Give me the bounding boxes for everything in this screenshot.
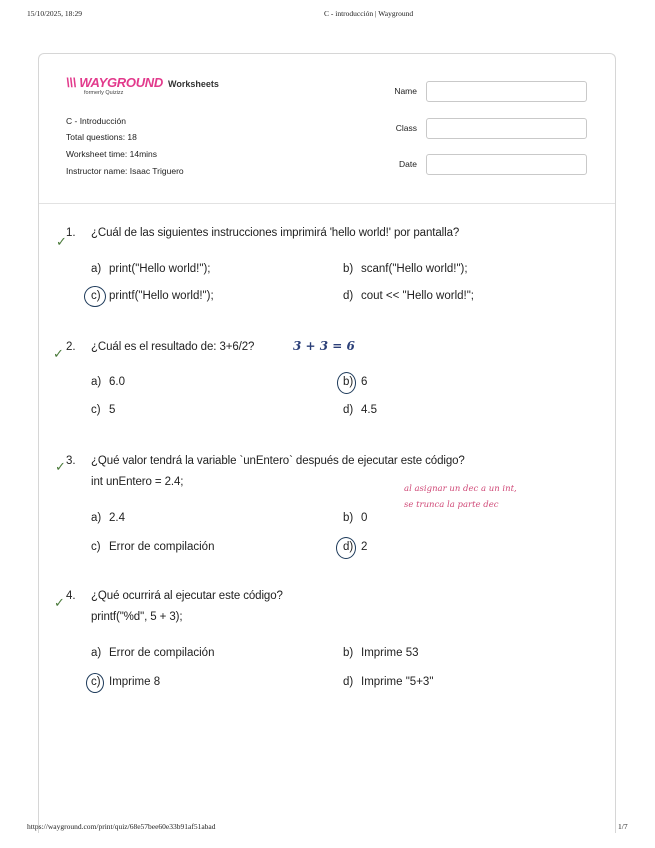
handwritten-note: se trunca la parte dec	[404, 500, 499, 510]
wayground-logo[interactable]: \\\ WAYGROUND	[66, 75, 163, 90]
checkmark-icon: ✓	[55, 460, 66, 475]
option-a[interactable]: a) 2.4	[91, 512, 125, 524]
instructor-name: Instructor name: Isaac Triguero	[66, 166, 184, 176]
worksheets-label: Worksheets	[168, 79, 219, 89]
name-field[interactable]	[426, 81, 587, 102]
question-number: 2.	[66, 341, 76, 353]
worksheet-time: Worksheet time: 14mins	[66, 149, 158, 159]
worksheet-title: C - Introducción	[66, 116, 126, 126]
option-d[interactable]: d) 4.5	[343, 404, 377, 416]
class-field[interactable]	[426, 118, 587, 139]
date-label: Date	[399, 159, 417, 169]
option-b[interactable]: b) scanf("Hello world!");	[343, 263, 468, 275]
handwritten-calculation: 3 + 3 = 6	[293, 339, 355, 353]
footer-url[interactable]: https://wayground.com/print/quiz/68e57bee60e33b91af51abad	[27, 822, 216, 831]
name-label: Name	[394, 86, 417, 96]
question-code: int unEntero = 2.4;	[91, 476, 184, 488]
question-code: printf("%d", 5 + 3);	[91, 611, 183, 623]
option-b[interactable]: b) 0	[343, 512, 368, 524]
logo-subtitle: formerly Quizizz	[84, 90, 124, 96]
question-text: ¿Qué valor tendrá la variable `unEntero` después de ejecutar este código?	[91, 455, 465, 467]
option-c[interactable]: c) 5	[91, 404, 116, 416]
question-text: ¿Cuál es el resultado de: 3+6/2?	[91, 341, 255, 353]
logo-waves-icon: \\\	[66, 75, 80, 90]
total-questions: Total questions: 18	[66, 132, 137, 142]
date-field[interactable]	[426, 154, 587, 175]
class-label: Class	[395, 123, 417, 133]
header-divider	[39, 203, 615, 204]
worksheet-card	[38, 53, 616, 833]
option-d[interactable]: d) cout << "Hello world!";	[343, 290, 474, 302]
option-a[interactable]: a) Error de compilación	[91, 647, 215, 659]
question-number: 4.	[66, 590, 76, 602]
print-page-title: C - introducción | Wayground	[324, 9, 414, 18]
checkmark-icon: ✓	[56, 235, 67, 250]
option-b[interactable]: b) 6	[343, 376, 368, 388]
question-number: 1.	[66, 227, 76, 239]
handwritten-note: al asignar un dec a un int,	[404, 484, 517, 494]
question-number: 3.	[66, 455, 76, 467]
checkmark-icon: ✓	[53, 347, 64, 362]
checkmark-icon: ✓	[54, 596, 65, 611]
page-number: 1/7	[618, 822, 628, 831]
option-a[interactable]: a) print("Hello world!");	[91, 263, 211, 275]
option-c[interactable]: c) printf("Hello world!");	[91, 290, 214, 302]
print-datetime: 15/10/2025, 18:29	[27, 9, 83, 18]
question-text: ¿Cuál de las siguientes instrucciones imprimirá 'hello world!' por pantalla?	[91, 227, 460, 239]
question-text: ¿Qué ocurrirá al ejecutar este código?	[91, 590, 283, 602]
option-d[interactable]: d) 2	[343, 541, 368, 553]
option-c[interactable]: c) Error de compilación	[91, 541, 215, 553]
option-d[interactable]: d) Imprime "5+3"	[343, 676, 434, 688]
option-b[interactable]: b) Imprime 53	[343, 647, 419, 659]
option-a[interactable]: a) 6.0	[91, 376, 125, 388]
option-c[interactable]: c) Imprime 8	[91, 676, 161, 688]
